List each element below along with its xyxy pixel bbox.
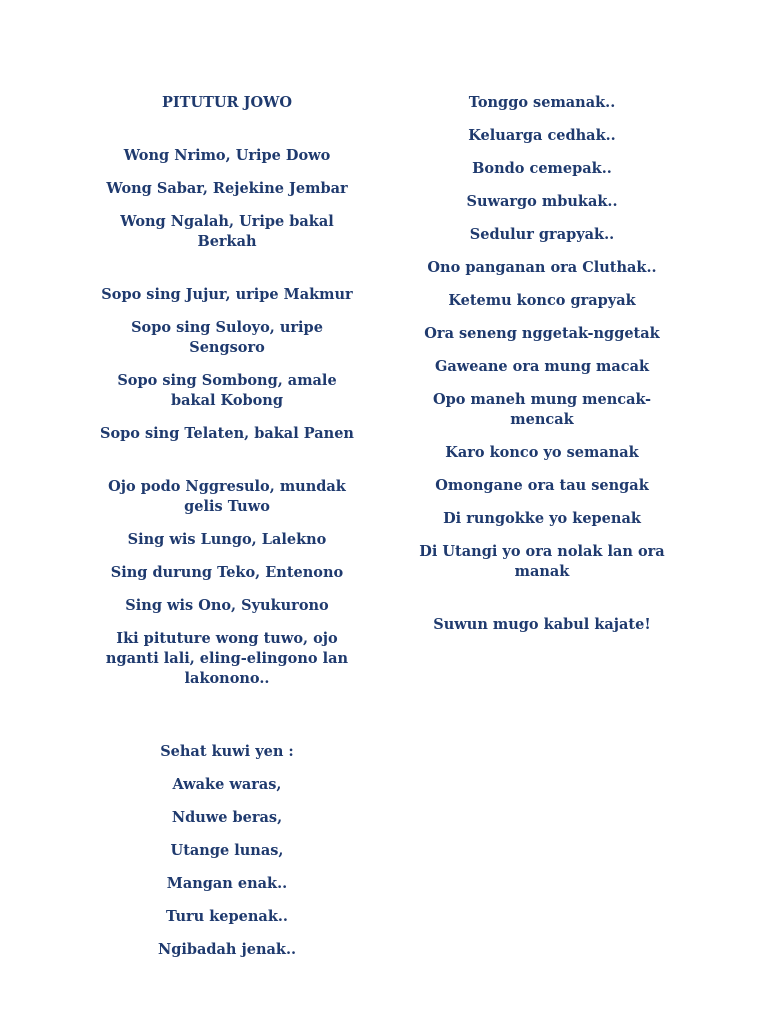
proverb-line: Omongane ora tau sengak (435, 477, 649, 494)
proverb-line: Awake waras, (172, 776, 282, 793)
proverb-line: Iki pituture wong tuwo, ojo nganti lali, eling-elingono lan lakonono.. (105, 630, 349, 687)
proverb-line: Gaweane ora mung macak (434, 358, 650, 375)
left-column (97, 93, 357, 973)
proverb-line: Wong Ngalah, Uripe bakal Berkah (120, 213, 334, 250)
proverb-line: Sopo sing Telaten, bakal Panen (100, 425, 354, 442)
section-heading: Sehat kuwi yen : (160, 743, 294, 760)
right-column (410, 93, 674, 648)
proverb-line: Opo maneh mung mencak-mencak (432, 391, 651, 428)
proverb-line: Tonggo semanak.. (468, 94, 616, 111)
proverb-line: Sedulur grapyak.. (469, 226, 615, 243)
proverb-line: Nduwe beras, (171, 809, 283, 826)
proverb-line: Sing wis Ono, Syukurono (125, 597, 329, 614)
proverb-line: Di rungokke yo kepenak (443, 510, 641, 527)
proverb-line: Keluarga cedhak.. (468, 127, 616, 144)
spacer (97, 722, 357, 742)
proverb-line: Wong Sabar, Rejekine Jembar (106, 180, 348, 197)
closing-line: Suwun mugo kabul kajate! (433, 616, 651, 633)
proverb-line: Sopo sing Suloyo, uripe Sengsoro (131, 319, 323, 356)
spacer (97, 457, 357, 477)
spacer (97, 265, 357, 285)
document-title: PITUTUR JOWO (161, 94, 293, 111)
proverb-line: Mangan enak.. (166, 875, 288, 892)
proverb-line: Bondo cemepak.. (472, 160, 612, 177)
proverb-line: Ketemu konco grapyak (448, 292, 636, 309)
proverb-line: Suwargo mbukak.. (466, 193, 618, 210)
proverb-line: Ora seneng nggetak-nggetak (424, 325, 660, 342)
proverb-line: Sing durung Teko, Entenono (110, 564, 344, 581)
proverb-line: Turu kepenak.. (166, 908, 288, 925)
spacer (410, 595, 674, 615)
proverb-line: Sing wis Lungo, Lalekno (127, 531, 327, 548)
proverb-line: Di Utangi yo ora nolak lan ora manak (419, 543, 665, 580)
proverb-line: Ono panganan ora Cluthak.. (427, 259, 657, 276)
proverb-line: Karo konco yo semanak (445, 444, 639, 461)
proverb-line: Utange lunas, (170, 842, 284, 859)
proverb-line: Ojo podo Nggresulo, mundak gelis Tuwo (108, 478, 346, 515)
spacer (97, 702, 357, 722)
proverb-line: Sopo sing Sombong, amale bakal Kobong (117, 372, 337, 409)
proverb-line: Wong Nrimo, Uripe Dowo (123, 147, 331, 164)
proverb-line: Sopo sing Jujur, uripe Makmur (101, 286, 353, 303)
spacer (97, 126, 357, 146)
proverb-line: Ngibadah jenak.. (157, 941, 297, 958)
